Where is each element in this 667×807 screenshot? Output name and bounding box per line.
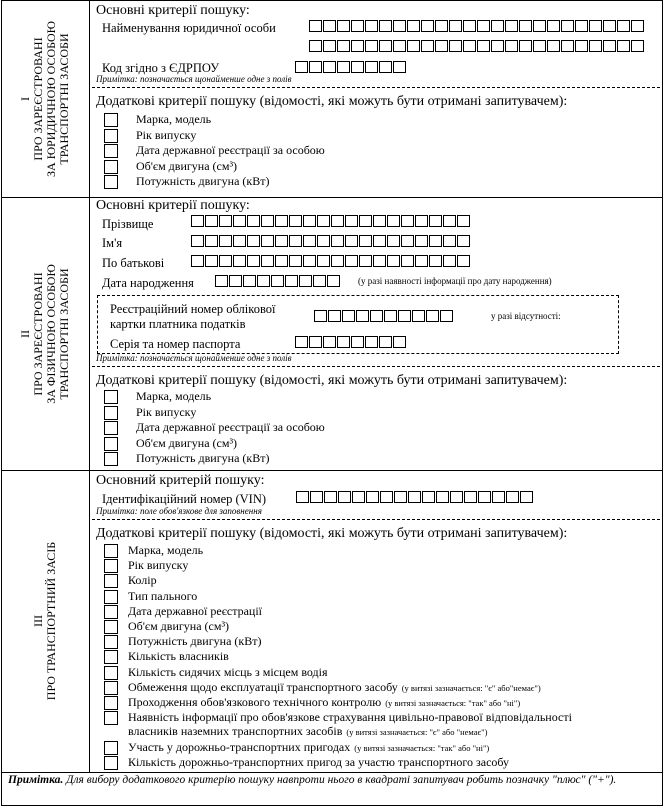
char-cell[interactable] — [415, 255, 428, 267]
char-cell[interactable] — [443, 255, 456, 267]
char-cell[interactable] — [463, 20, 476, 32]
char-cell[interactable] — [317, 215, 330, 227]
char-cell[interactable] — [408, 491, 421, 503]
s3-criterion-text: Участь у дорожньо-транспортних пригодах — [128, 739, 351, 754]
s1-criterion-label — [136, 159, 237, 174]
char-cell[interactable] — [205, 215, 218, 227]
char-cell[interactable] — [373, 215, 386, 227]
char-cell[interactable] — [393, 336, 406, 348]
char-cell[interactable] — [435, 20, 448, 32]
char-cell[interactable] — [331, 215, 344, 227]
s3-criterion-text: Тип пального — [128, 588, 198, 603]
s3-criterion-text: Кількість дорожньо-транспортних пригод за участю транспортного засобу — [128, 755, 510, 770]
char-cell[interactable] — [323, 61, 336, 73]
s3-criterion-text: Колір — [128, 573, 157, 588]
char-cell[interactable] — [401, 215, 414, 227]
char-cell[interactable] — [365, 40, 378, 52]
char-cell[interactable] — [561, 20, 574, 32]
char-cell[interactable] — [561, 40, 574, 52]
char-cell[interactable] — [289, 215, 302, 227]
surname-label: Прізвище — [102, 217, 154, 231]
char-cell[interactable] — [429, 215, 442, 227]
section1-dashed-divider — [92, 87, 660, 88]
char-cell[interactable] — [285, 275, 298, 287]
char-cell[interactable] — [342, 310, 355, 322]
char-cell[interactable] — [603, 20, 616, 32]
s2-criterion-checkbox[interactable] — [104, 390, 118, 404]
section2-title-line3: ТРАНСПОРТНІ ЗАСОБИ — [57, 267, 71, 400]
char-cell[interactable] — [303, 215, 316, 227]
char-cell[interactable] — [271, 275, 284, 287]
char-cell[interactable] — [547, 40, 560, 52]
s2-criterion-label — [136, 451, 269, 466]
section1-number: І — [18, 96, 32, 101]
char-cell[interactable] — [299, 275, 312, 287]
char-cell[interactable] — [229, 275, 242, 287]
s1-criterion-checkbox[interactable] — [104, 113, 118, 127]
patronymic-field[interactable] — [191, 255, 471, 267]
s3-criterion-label — [128, 740, 489, 755]
s2-criterion-text: Марка, модель — [136, 389, 212, 403]
char-cell[interactable] — [337, 40, 350, 52]
char-cell[interactable] — [323, 336, 336, 348]
s3-criterion-text: Об'єм двигуна (см³) — [128, 619, 230, 633]
s1-criterion-text: Дата державної реєстрації за особою — [136, 143, 325, 157]
char-cell[interactable] — [261, 235, 274, 247]
char-cell[interactable] — [261, 215, 274, 227]
s3-criterion-checkbox[interactable] — [104, 711, 118, 725]
section1-title-line3: ТРАНСПОРТНІ ЗАСОБИ — [57, 32, 71, 165]
section3-extra-heading: Додаткові критерії пошуку (відомості, які можуть бути отримані запитувачем): — [96, 526, 568, 541]
char-cell[interactable] — [289, 255, 302, 267]
section-divider-2 — [1, 470, 663, 471]
s2-criterion-text: Потужність двигуна (кВт) — [136, 451, 270, 465]
s1-criterion-label — [136, 112, 211, 127]
char-cell[interactable] — [603, 40, 616, 52]
s3-criterion-checkbox[interactable] — [104, 696, 118, 710]
section3-note: Примітка: поле обов'язкове для заповнення — [96, 506, 262, 516]
section2-dashed-divider — [92, 366, 660, 367]
char-cell[interactable] — [303, 255, 316, 267]
char-cell[interactable] — [331, 255, 344, 267]
birthdate-label: Дата народження — [102, 276, 194, 290]
char-cell[interactable] — [219, 255, 232, 267]
char-cell[interactable] — [219, 235, 232, 247]
char-cell[interactable] — [359, 235, 372, 247]
char-cell[interactable] — [443, 215, 456, 227]
s3-criterion-label — [128, 649, 229, 664]
char-cell[interactable] — [352, 491, 365, 503]
char-cell[interactable] — [589, 40, 602, 52]
char-cell[interactable] — [327, 275, 340, 287]
char-cell[interactable] — [457, 215, 470, 227]
section1-title-line2: ЗА ЮРИДИЧНОЮ ОСОБОЮ — [44, 20, 58, 177]
s2-criterion-label — [136, 436, 237, 451]
char-cell[interactable] — [429, 235, 442, 247]
char-cell[interactable] — [296, 491, 309, 503]
s3-criterion-label — [128, 665, 328, 680]
footer-note — [8, 773, 658, 788]
passport-field[interactable] — [295, 336, 407, 348]
company-name-field-row2[interactable] — [309, 40, 645, 52]
s2-criterion-checkbox[interactable] — [104, 452, 118, 466]
char-cell[interactable] — [243, 275, 256, 287]
char-cell[interactable] — [261, 255, 274, 267]
vin-label: Ідентифікаційний номер (VIN) — [102, 492, 267, 506]
char-cell[interactable] — [379, 20, 392, 32]
char-cell[interactable] — [506, 491, 519, 503]
s2-criterion-checkbox[interactable] — [104, 437, 118, 451]
firstname-field[interactable] — [191, 235, 471, 247]
s3-criterion-text: Наявність інформації про обов'язкове страхування цивільно-правової відповідальності — [128, 710, 572, 725]
s3-criterion-text: Марка, модель — [128, 543, 204, 557]
s1-criterion-label — [136, 143, 325, 158]
char-cell[interactable] — [478, 491, 491, 503]
s3-criterion-text: Кількість власників — [128, 649, 229, 664]
char-cell[interactable] — [533, 20, 546, 32]
birthdate-field[interactable] — [215, 275, 341, 287]
s3-criterion-label — [128, 604, 262, 619]
char-cell[interactable] — [359, 215, 372, 227]
char-cell[interactable] — [477, 20, 490, 32]
char-cell[interactable] — [429, 255, 442, 267]
char-cell[interactable] — [477, 40, 490, 52]
s1-criterion-text: Марка, модель — [136, 112, 212, 126]
s1-criterion-text: Потужність двигуна (кВт) — [136, 174, 270, 188]
char-cell[interactable] — [289, 235, 302, 247]
side-column-divider — [89, 0, 90, 772]
company-name-field-row1[interactable] — [309, 20, 645, 32]
company-name-label: Найменування юридичної особи — [102, 21, 276, 35]
s3-criterion-text: Обмеження щодо експлуатації транспортного засобу — [128, 679, 398, 694]
char-cell[interactable] — [547, 20, 560, 32]
s3-criterion-checkbox[interactable] — [104, 574, 118, 588]
section1-extra-heading: Додаткові критерії пошуку (відомості, які можуть бути отримані запитувачем): — [96, 94, 568, 109]
section2-side-label — [1, 197, 89, 470]
char-cell[interactable] — [387, 215, 400, 227]
section3-main-heading: Основний критерій пошуку: — [96, 473, 265, 488]
firstname-label: Ім'я — [102, 236, 123, 250]
char-cell[interactable] — [449, 20, 462, 32]
char-cell[interactable] — [457, 255, 470, 267]
char-cell[interactable] — [366, 491, 379, 503]
s3-criterion-hint: (у витязі зазначається: "так" або "ні") — [354, 742, 490, 753]
char-cell[interactable] — [351, 40, 364, 52]
patronymic-label: По батькові — [102, 256, 165, 270]
s3-criterion-checkbox[interactable] — [104, 590, 118, 604]
s3-criterion-checkbox[interactable] — [104, 620, 118, 634]
char-cell[interactable] — [380, 491, 393, 503]
s3-criterion-text: Рік випуску — [128, 558, 189, 573]
char-cell[interactable] — [533, 40, 546, 52]
birthdate-hint: (у разі наявності інформації про дату народження) — [358, 276, 552, 286]
char-cell[interactable] — [373, 255, 386, 267]
section2-main-heading: Основні критерії пошуку: — [96, 198, 250, 213]
s3-criterion-checkbox[interactable] — [104, 559, 118, 573]
char-cell[interactable] — [436, 491, 449, 503]
char-cell[interactable] — [519, 20, 532, 32]
surname-field[interactable] — [191, 215, 471, 227]
footer-note-label: Примітка. — [8, 774, 64, 786]
char-cell[interactable] — [426, 310, 439, 322]
char-cell[interactable] — [415, 235, 428, 247]
char-cell[interactable] — [233, 235, 246, 247]
s1-criterion-text: Рік випуску — [136, 127, 197, 142]
char-cell[interactable] — [421, 20, 434, 32]
s3-criterion-label — [128, 573, 157, 588]
s3-criterion-label — [128, 543, 203, 558]
char-cell[interactable] — [247, 255, 260, 267]
s2-criterion-label — [136, 405, 196, 420]
s3-criterion-checkbox[interactable] — [104, 681, 118, 695]
char-cell[interactable] — [394, 491, 407, 503]
char-cell[interactable] — [449, 40, 462, 52]
char-cell[interactable] — [191, 235, 204, 247]
char-cell[interactable] — [324, 491, 337, 503]
s3-criterion-label — [128, 589, 197, 604]
char-cell[interactable] — [407, 40, 420, 52]
s1-criterion-checkbox[interactable] — [104, 129, 118, 143]
char-cell[interactable] — [450, 491, 463, 503]
s3-criterion-label — [128, 558, 188, 573]
char-cell[interactable] — [337, 20, 350, 32]
section2-title-line1: ПРО ЗАРЕЄСТРОВАНІ — [31, 271, 45, 396]
char-cell[interactable] — [379, 40, 392, 52]
char-cell[interactable] — [435, 40, 448, 52]
char-cell[interactable] — [393, 20, 406, 32]
char-cell[interactable] — [387, 255, 400, 267]
passport-label: Серія та номер паспорта — [110, 337, 241, 351]
char-cell[interactable] — [303, 235, 316, 247]
section2-title-line2: ЗА ФІЗИЧНОЮ ОСОБОЮ — [44, 263, 58, 404]
s3-criterion-checkbox[interactable] — [104, 605, 118, 619]
taxcard-label-line2: картки платника податків — [110, 317, 246, 331]
s3-criterion-checkbox[interactable] — [104, 635, 118, 649]
s1-criterion-checkbox[interactable] — [104, 144, 118, 158]
s2-criterion-text: Рік випуску — [136, 404, 197, 419]
char-cell[interactable] — [373, 235, 386, 247]
section1-main-heading: Основні критерії пошуку: — [96, 3, 250, 18]
char-cell[interactable] — [275, 255, 288, 267]
s3-criterion-checkbox[interactable] — [104, 741, 118, 755]
section1-note: Примітка: позначається щонайменше одне з полів — [96, 74, 292, 84]
char-cell[interactable] — [457, 235, 470, 247]
char-cell[interactable] — [398, 310, 411, 322]
char-cell[interactable] — [345, 215, 358, 227]
char-cell[interactable] — [323, 40, 336, 52]
footer-note-text: Для вибору додаткового критерію пошуку навпроти нього в квадраті запитувач робить позначку "плюс" ("+"). — [66, 774, 617, 786]
char-cell[interactable] — [379, 61, 392, 73]
section3-dashed-divider — [92, 519, 660, 520]
s1-criterion-text: Об'єм двигуна (см³) — [136, 158, 238, 173]
char-cell[interactable] — [351, 336, 364, 348]
char-cell[interactable] — [359, 255, 372, 267]
char-cell[interactable] — [505, 40, 518, 52]
s3-criterion-checkbox[interactable] — [104, 544, 118, 558]
section1-side-label — [1, 0, 89, 197]
char-cell[interactable] — [337, 61, 350, 73]
edrpou-label: Код згідно з ЄДРПОУ — [102, 61, 220, 75]
section2-extra-heading: Додаткові критерії пошуку (відомості, які можуть бути отримані запитувачем): — [96, 373, 568, 388]
char-cell[interactable] — [575, 40, 588, 52]
char-cell[interactable] — [387, 235, 400, 247]
s3-criterion-label — [128, 680, 541, 695]
char-cell[interactable] — [422, 491, 435, 503]
s1-criterion-label — [136, 128, 196, 143]
char-cell[interactable] — [379, 336, 392, 348]
char-cell[interactable] — [351, 61, 364, 73]
char-cell[interactable] — [520, 491, 533, 503]
s3-criterion-label — [128, 634, 261, 649]
char-cell[interactable] — [365, 61, 378, 73]
s3-criterion-checkbox[interactable] — [104, 756, 118, 770]
s2-criterion-label — [136, 420, 325, 435]
s3-criterion-hint: (у витязі зазначається: "є" або"немає") — [401, 682, 541, 693]
taxcard-hint: у разі відсутності: — [491, 311, 561, 321]
char-cell[interactable] — [365, 336, 378, 348]
char-cell[interactable] — [401, 235, 414, 247]
char-cell[interactable] — [247, 215, 260, 227]
char-cell[interactable] — [205, 235, 218, 247]
s3-criterion-label — [128, 695, 520, 710]
char-cell[interactable] — [401, 255, 414, 267]
char-cell[interactable] — [310, 491, 323, 503]
char-cell[interactable] — [370, 310, 383, 322]
char-cell[interactable] — [393, 61, 406, 73]
s3-criterion-text: власників наземних транспортних засобів — [128, 723, 343, 738]
char-cell[interactable] — [440, 310, 453, 322]
s2-criterion-text: Об'єм двигуна (см³) — [136, 435, 238, 450]
char-cell[interactable] — [317, 255, 330, 267]
s3-criterion-text: Кількість сидячих місць з місцем водія — [128, 664, 328, 679]
char-cell[interactable] — [337, 336, 350, 348]
s1-criterion-checkbox[interactable] — [104, 175, 118, 189]
section2-number: ІІ — [18, 329, 32, 338]
s2-criterion-text: Дата державної реєстрації за особою — [136, 420, 325, 434]
char-cell[interactable] — [309, 61, 322, 73]
char-cell[interactable] — [345, 255, 358, 267]
edrpou-field[interactable] — [295, 61, 407, 73]
s3-criterion-checkbox[interactable] — [104, 650, 118, 664]
s3-criterion-hint: (у витязі зазначається: "є" або "немає") — [346, 726, 488, 737]
s3-criterion-text: Дата державної реєстрації — [128, 603, 262, 618]
s1-criterion-checkbox[interactable] — [104, 160, 118, 174]
s2-criterion-checkbox[interactable] — [104, 406, 118, 420]
char-cell[interactable] — [464, 491, 477, 503]
char-cell[interactable] — [191, 255, 204, 267]
char-cell[interactable] — [617, 20, 630, 32]
s3-criterion-checkbox[interactable] — [104, 666, 118, 680]
s1-criterion-label — [136, 174, 269, 189]
taxcard-field[interactable] — [314, 310, 454, 322]
char-cell[interactable] — [491, 20, 504, 32]
section2-note: Примітка: позначається щонайменше одне з полів — [96, 353, 292, 363]
char-cell[interactable] — [275, 215, 288, 227]
char-cell[interactable] — [412, 310, 425, 322]
char-cell[interactable] — [205, 255, 218, 267]
s3-criterion-label — [128, 724, 487, 739]
char-cell[interactable] — [233, 255, 246, 267]
char-cell[interactable] — [257, 275, 270, 287]
char-cell[interactable] — [309, 40, 322, 52]
char-cell[interactable] — [351, 20, 364, 32]
char-cell[interactable] — [191, 215, 204, 227]
char-cell[interactable] — [415, 215, 428, 227]
char-cell[interactable] — [356, 310, 369, 322]
taxcard-label-line1: Реєстраційний номер облікової — [110, 302, 276, 316]
char-cell[interactable] — [443, 235, 456, 247]
char-cell[interactable] — [331, 235, 344, 247]
s2-criterion-label — [136, 389, 211, 404]
char-cell[interactable] — [233, 215, 246, 227]
section1-title-line1: ПРО ЗАРЕЄСТРОВАНІ — [31, 36, 45, 161]
char-cell[interactable] — [393, 40, 406, 52]
char-cell[interactable] — [345, 235, 358, 247]
s2-criterion-checkbox[interactable] — [104, 421, 118, 435]
char-cell[interactable] — [313, 275, 326, 287]
char-cell[interactable] — [275, 235, 288, 247]
section3-side-label — [1, 470, 89, 772]
char-cell[interactable] — [575, 20, 588, 32]
s3-criterion-text: Потужність двигуна (кВт) — [128, 634, 262, 649]
char-cell[interactable] — [631, 20, 644, 32]
char-cell[interactable] — [215, 275, 228, 287]
char-cell[interactable] — [317, 235, 330, 247]
char-cell[interactable] — [617, 40, 630, 52]
char-cell[interactable] — [247, 235, 260, 247]
char-cell[interactable] — [492, 491, 505, 503]
char-cell[interactable] — [384, 310, 397, 322]
s3-criterion-label — [128, 755, 509, 770]
char-cell[interactable] — [491, 40, 504, 52]
section3-title: ПРО ТРАНСПОРТНИЙ ЗАСІБ — [44, 541, 59, 701]
s3-criterion-hint: (у витязі зазначається: "так" або "ні") — [385, 698, 521, 708]
char-cell[interactable] — [323, 20, 336, 32]
char-cell[interactable] — [407, 20, 420, 32]
char-cell[interactable] — [589, 20, 602, 32]
char-cell[interactable] — [338, 491, 351, 503]
char-cell[interactable] — [309, 20, 322, 32]
s3-criterion-text: Проходження обов'язкового технічного контролю — [128, 695, 382, 709]
char-cell[interactable] — [219, 215, 232, 227]
char-cell[interactable] — [295, 61, 308, 73]
char-cell[interactable] — [328, 310, 341, 322]
char-cell[interactable] — [365, 20, 378, 32]
char-cell[interactable] — [519, 40, 532, 52]
vin-field[interactable] — [296, 491, 534, 503]
char-cell[interactable] — [631, 40, 644, 52]
s3-criterion-label — [128, 619, 229, 634]
char-cell[interactable] — [421, 40, 434, 52]
char-cell[interactable] — [309, 336, 322, 348]
char-cell[interactable] — [314, 310, 327, 322]
char-cell[interactable] — [505, 20, 518, 32]
section3-number: ІІІ — [31, 615, 46, 628]
char-cell[interactable] — [463, 40, 476, 52]
char-cell[interactable] — [295, 336, 308, 348]
